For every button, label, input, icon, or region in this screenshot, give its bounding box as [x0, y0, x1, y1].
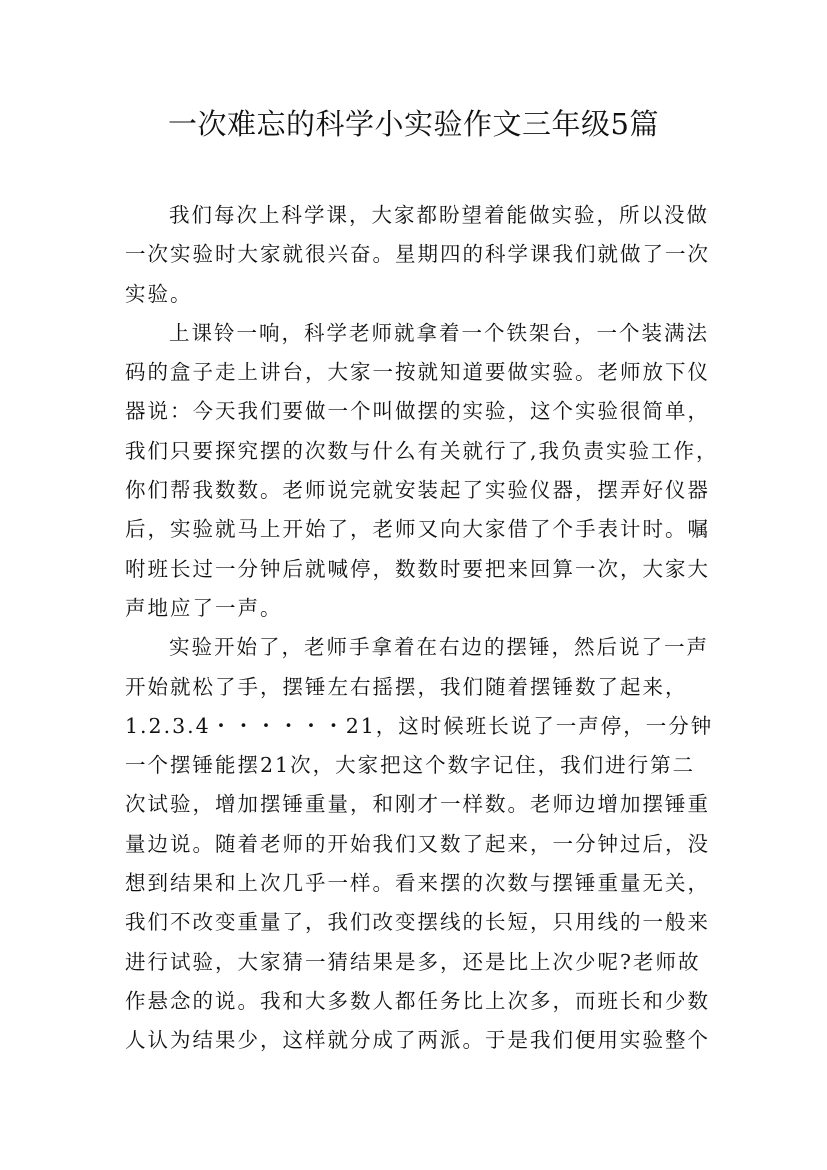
text-line: 想到结果和上次几乎一样。看来摆的次数与摆锤重量无关，: [125, 871, 710, 896]
text-line: 咐班长过一分钟后就喊停，数数时要把来回算一次，大家大: [125, 556, 710, 581]
document-body: [125, 196, 719, 1061]
text-line: 作悬念的说。我和大多数人都任务比上次多，而班长和少数: [125, 988, 710, 1013]
text-line: 实验开始了，老师手拿着在右边的摆锤，然后说了一声: [169, 635, 709, 660]
text-line: 码的盒子走上讲台，大家一按就知道要做实验。老师放下仪: [125, 360, 710, 385]
text-line: 进行试验，大家猜一猜结果是多，还是比上次少呢?老师故: [125, 949, 701, 974]
text-line: 我们只要探究摆的次数与什么有关就行了,我负责实验工作，: [125, 438, 719, 463]
text-line: 一次实验时大家就很兴奋。星期四的科学课我们就做了一次: [125, 242, 710, 267]
text-line: 我们不改变重量了，我们改变摆线的长短，只用线的一般来: [125, 910, 710, 935]
text-line: 开始就松了手，摆锤左右摇摆，我们随着摆锤数了起来，: [125, 674, 688, 699]
text-line: 你们帮我数数。老师说完就安装起了实验仪器，摆弄好仪器: [125, 478, 710, 503]
text-line: 上课铃一响，科学老师就拿着一个铁架台，一个装满法: [169, 320, 709, 345]
text-line: 人认为结果少，这样就分成了两派。于是我们便用实验整个: [125, 1028, 710, 1053]
text-line: 实验。: [125, 281, 193, 306]
text-line: 声地应了一声。: [125, 595, 283, 620]
text-line: 器说：今天我们要做一个叫做摆的实验，这个实验很简单，: [125, 399, 710, 424]
text-line: 我们每次上科学课，大家都盼望着能做实验，所以没做: [169, 203, 709, 227]
document-title: 一次难忘的科学小实验作文三年级5篇: [168, 107, 659, 141]
text-line: 后，实验就马上开始了，老师又向大家借了个手表计时。嘱: [125, 517, 710, 542]
text-line: 1.2.3.4・・・・・・21，这时候班长说了一声停，一分钟: [125, 713, 714, 738]
text-line: 一个摆锤能摆21次，大家把这个数字记住，我们进行第二: [125, 753, 696, 778]
text-line: 量边说。随着老师的开始我们又数了起来，一分钟过后，没: [125, 831, 710, 856]
text-line: 次试验，增加摆锤重量，和刚才一样数。老师边增加摆锤重: [125, 792, 710, 817]
